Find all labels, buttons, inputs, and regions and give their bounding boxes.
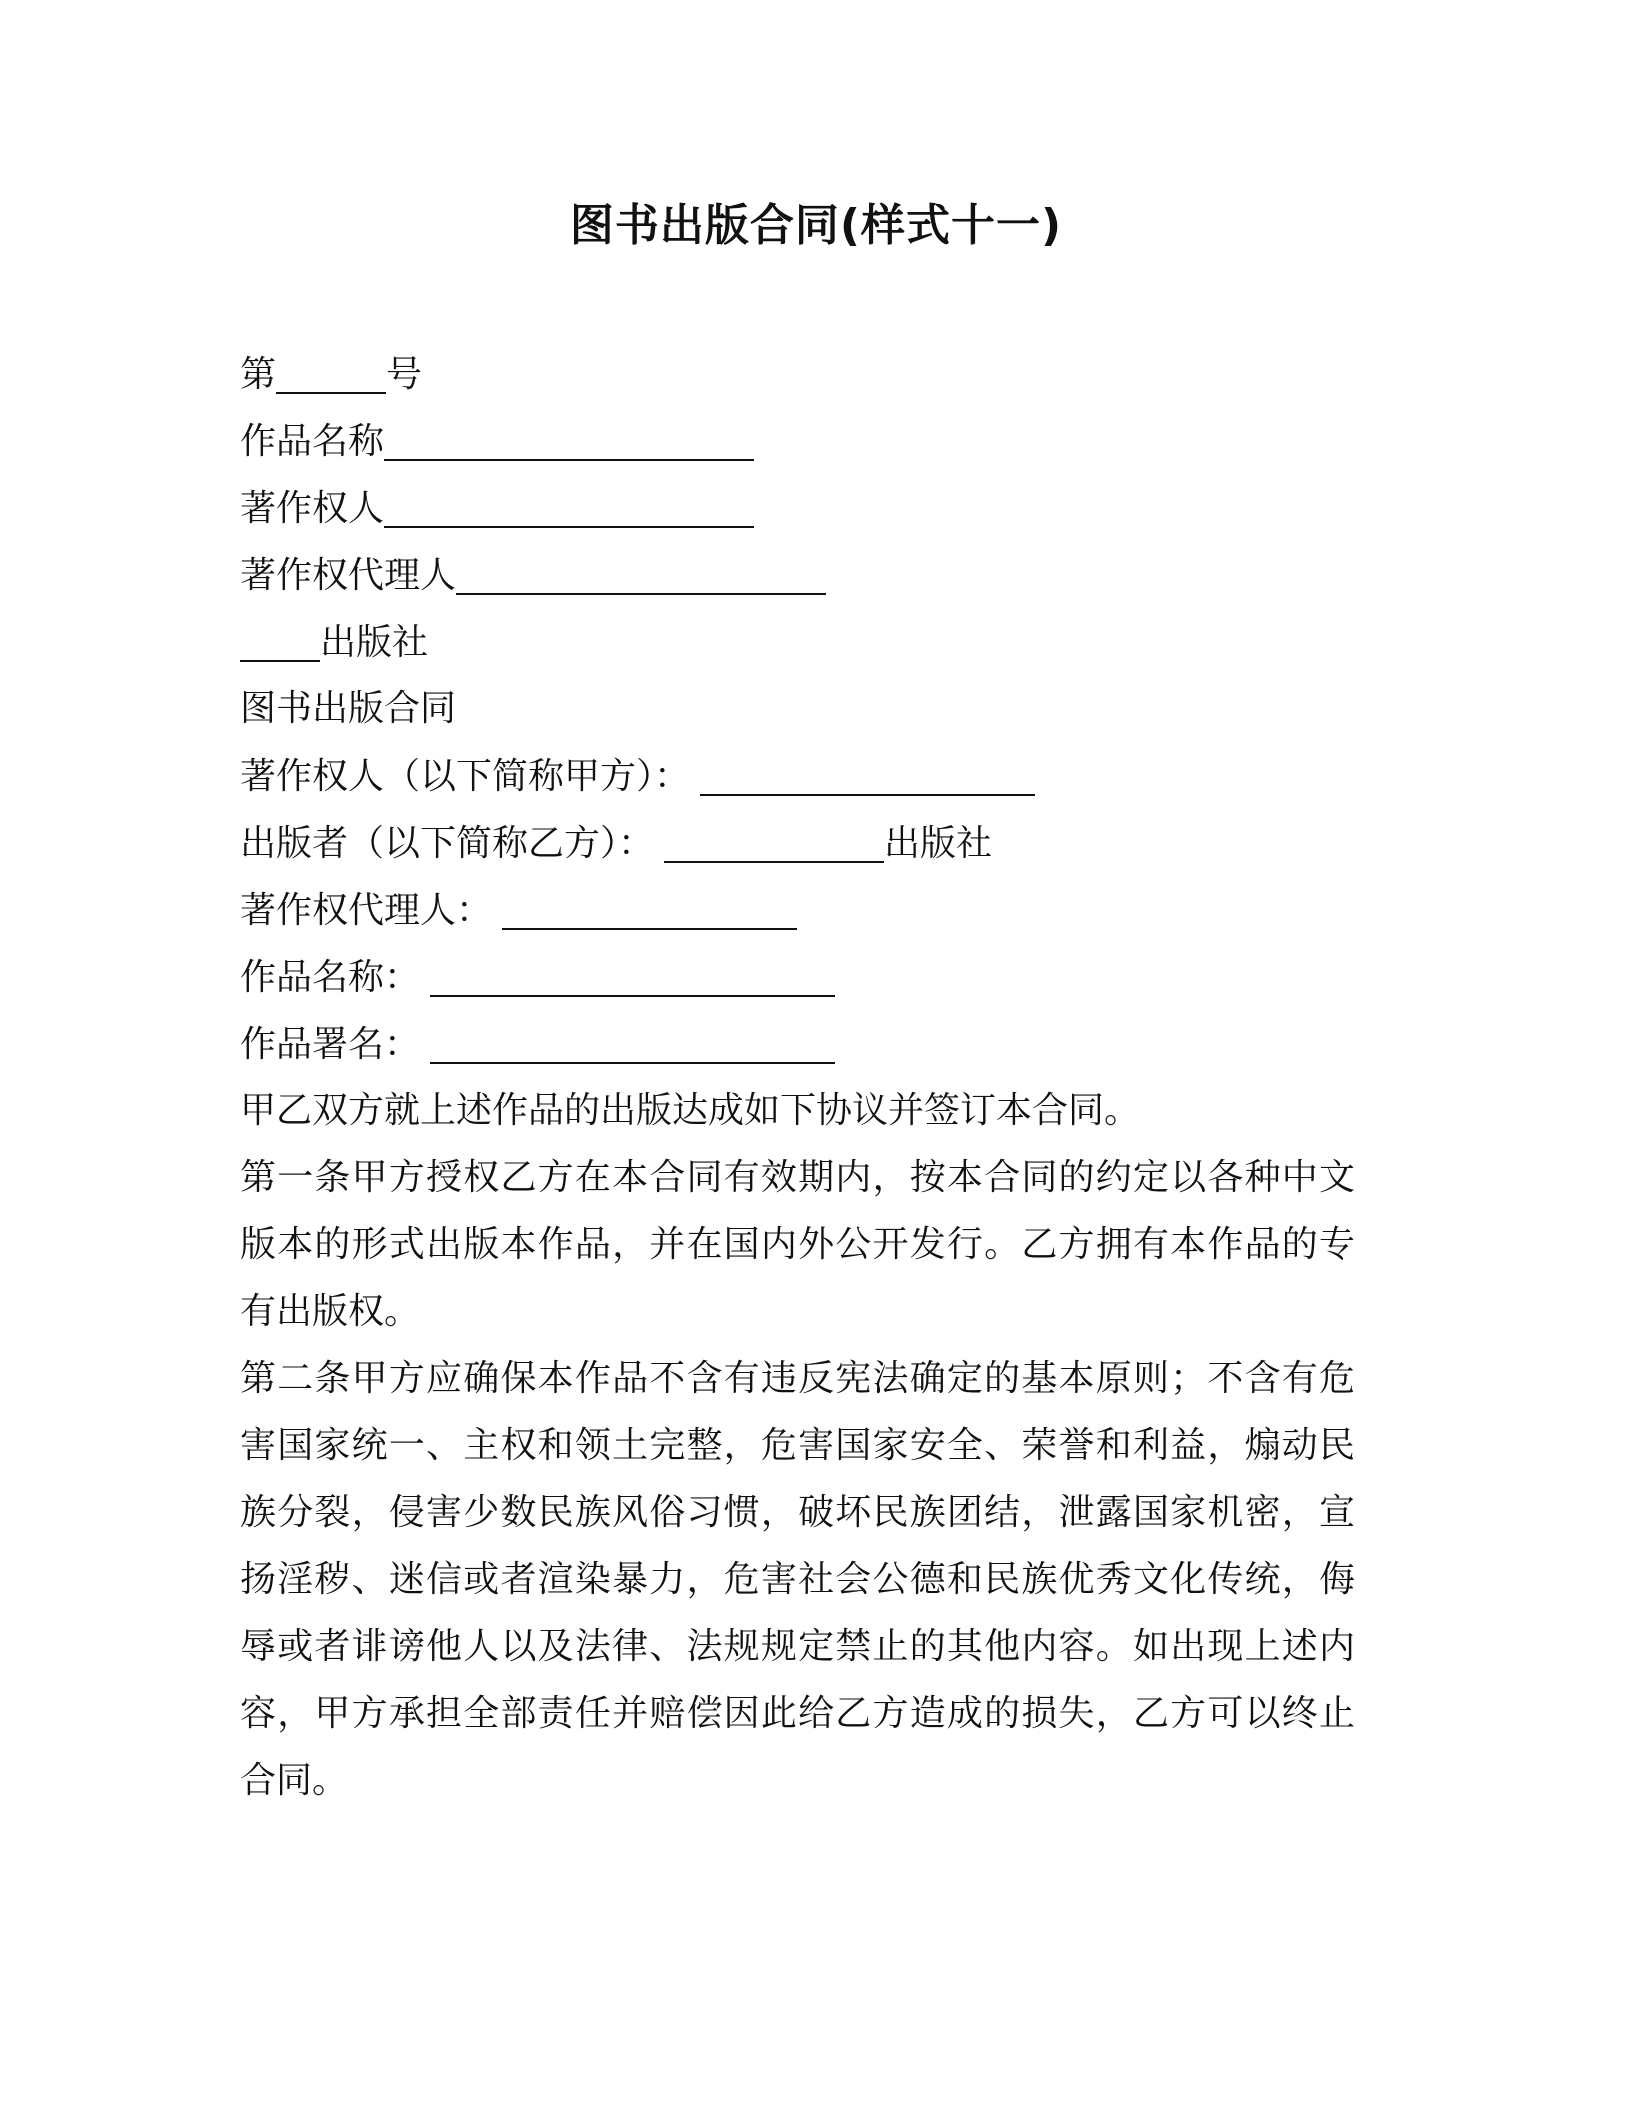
copyright-agent-label: 著作权代理人 [240,555,457,596]
agent-label: 著作权代理人： [240,890,493,931]
agent-line [240,876,1355,943]
work-signature-line [240,1010,1355,1077]
work-name-blank[interactable] [384,415,754,461]
document-title: 图书出版合同(样式十一) [569,200,1063,251]
party-b-suffix: 出版社 [884,823,993,864]
work-name-line-2 [240,943,1355,1010]
party-a-label: 著作权人（以下简称甲方）： [240,756,691,797]
publisher-suffix: 出版社 [320,622,429,663]
work-name-blank-2[interactable] [430,951,835,997]
copyright-agent-line [240,541,1355,608]
publisher-line [240,608,1355,675]
number-suffix: 号 [386,354,423,395]
party-b-line [240,809,1355,876]
contract-number-line [240,340,1355,407]
contract-number-blank[interactable] [276,348,386,394]
article-1-paragraph: 第一条甲方授权乙方在本合同有效期内，按本合同的约定以各种中文版本的形式出版本作品，并在国内外公开发行。乙方拥有本作品的专有出版权。 [240,1157,1355,1332]
work-name-label: 作品名称 [240,421,385,462]
work-signature-label: 作品署名： [240,1024,421,1065]
agent-blank[interactable] [502,884,797,930]
work-name-label-2: 作品名称： [240,957,421,998]
party-b-label: 出版者（以下简称乙方）： [240,823,655,864]
copyright-owner-blank[interactable] [384,482,754,528]
document-body [240,340,1355,1814]
party-a-blank[interactable] [700,750,1035,796]
work-signature-blank[interactable] [430,1018,835,1064]
copyright-agent-blank[interactable] [456,549,826,595]
article-2-paragraph: 第二条甲方应确保本作品不含有违反宪法确定的基本原则；不含有危害国家统一、主权和领土完整，危害国家安全、荣誉和利益，煽动民族分裂，侵害少数民族风俗习惯，破坏民族团结，泄露国家机密，宣扬淫秽、迷信或者渲染暴力，危害社会公德和民族优秀文化传统，侮辱或者诽谤他人以及法律、法规规定禁止的其他内容。如出现上述内容，甲方承担全部责任并赔偿因此给乙方造成的损失，乙方可以终止合同。 [240,1358,1355,1801]
copyright-owner-line [240,474,1355,541]
publisher-blank[interactable] [240,616,320,662]
contract-heading: 图书出版合同 [240,688,457,729]
work-name-line [240,407,1355,474]
party-a-line [240,742,1355,809]
party-b-blank[interactable] [664,817,884,863]
intro-paragraph: 甲乙双方就上述作品的出版达成如下协议并签订本合同。 [240,1090,1141,1131]
number-prefix: 第 [240,354,277,395]
copyright-owner-label: 著作权人 [240,488,385,529]
